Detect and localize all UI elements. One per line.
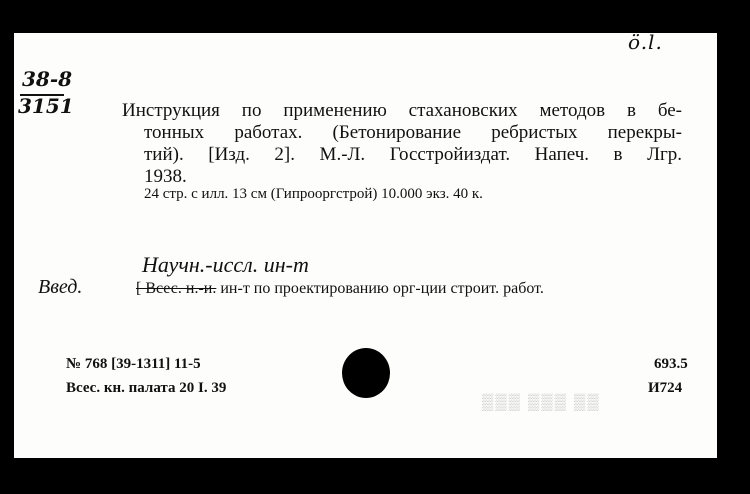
title-line-1: Инструкция по применению стахановских методов в бе- <box>122 100 682 121</box>
shelfmark-bottom: 3151 <box>18 94 74 118</box>
author-code: И724 <box>648 380 683 396</box>
udc-code: 693.5 <box>654 356 688 372</box>
shelfmark-top: 38-8 <box>22 67 73 91</box>
handwritten-note: Научн.-иссл. ин-т <box>142 252 309 277</box>
corner-handwritten-mark: ö.l. <box>628 30 663 54</box>
faded-stamp: ▒▒▒ ▒▒▒ ▒▒ <box>482 394 601 411</box>
registry-chamber: Всес. кн. палата 20 I. 39 <box>66 380 227 396</box>
title-line-2: тонных работах. (Бетонирование ребристых перекры- <box>144 122 682 143</box>
title-line-3: тий). [Изд. 2]. М.-Л. Госстройиздат. Напеч. в Лгр. <box>144 144 682 165</box>
punch-hole <box>342 348 390 398</box>
handwritten-margin: Введ. <box>38 276 83 298</box>
series-text: ин-т по проектированию орг-ции строит. работ. <box>220 280 544 297</box>
collation-line: 24 стр. с илл. 13 см (Гипрооргстрой) 10.000 экз. 40 к. <box>144 186 483 202</box>
card-title-block <box>122 100 682 188</box>
series-struck-text: [ Всес. н.-и. <box>136 280 217 297</box>
series-line <box>136 280 544 298</box>
title-line-4: 1938. <box>144 166 187 187</box>
registry-number: № 768 [39-1311] 11-5 <box>66 356 201 372</box>
